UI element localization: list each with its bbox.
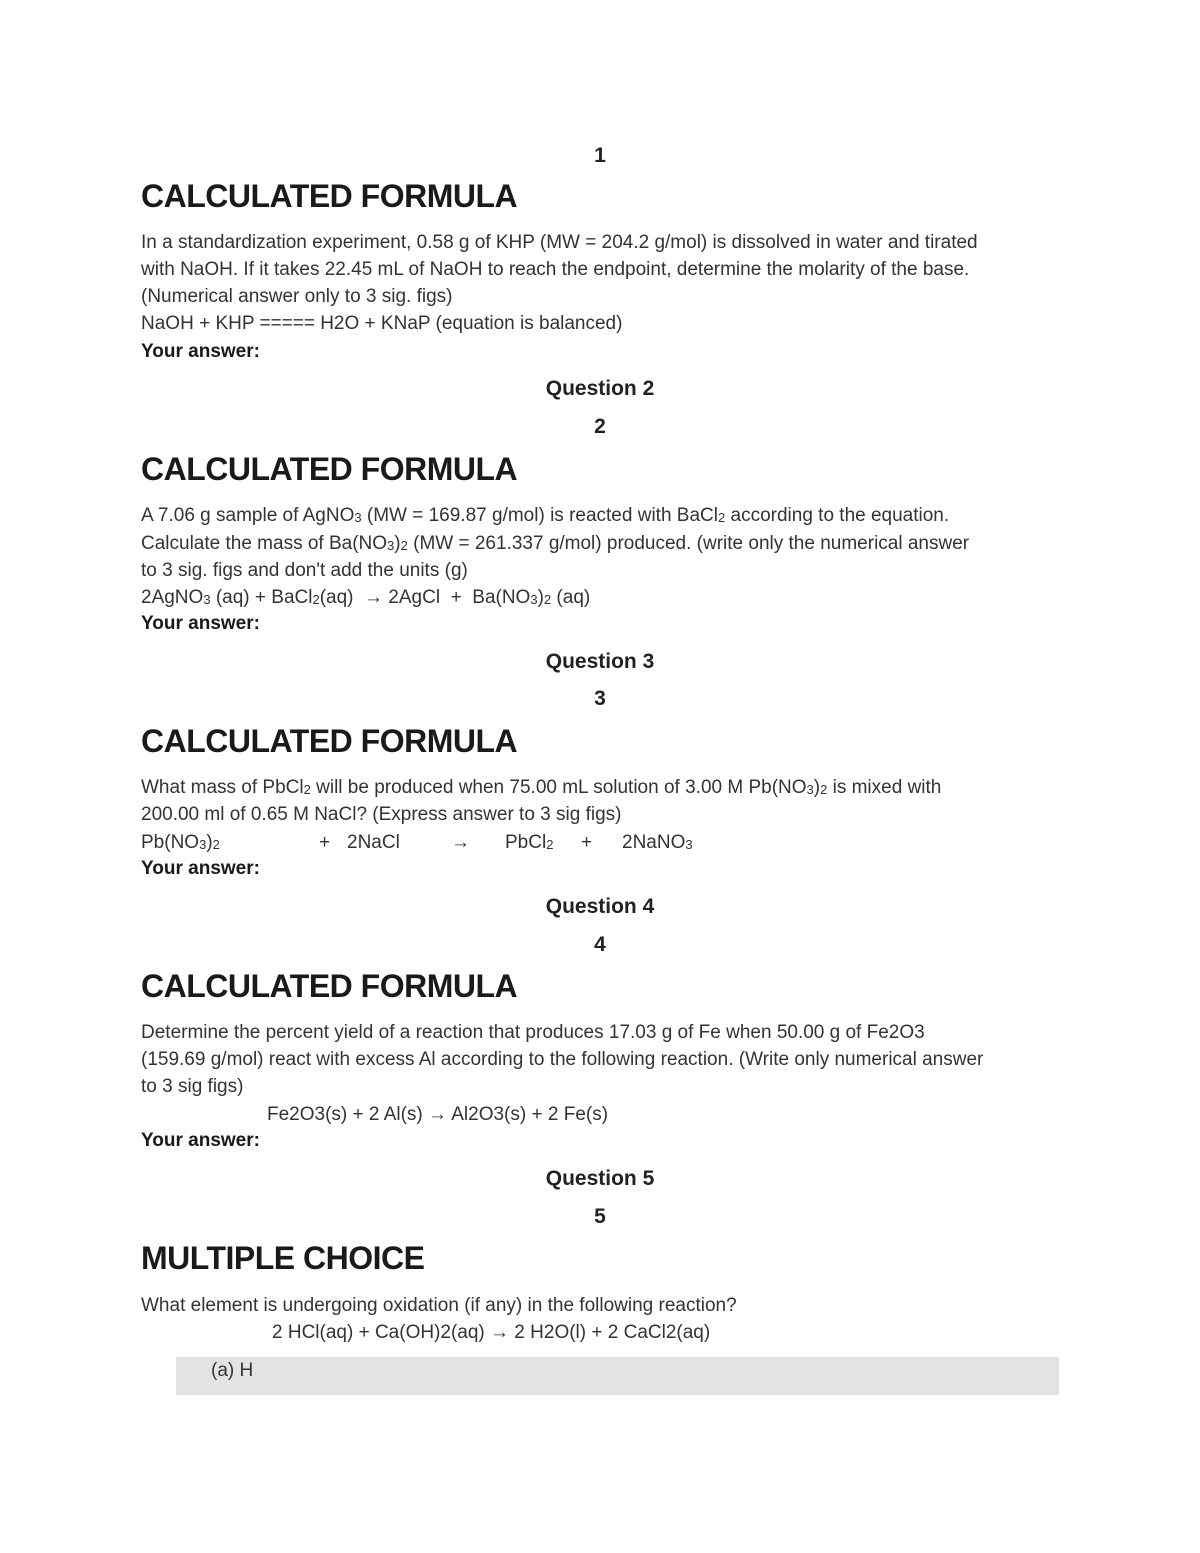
question-text-line: 200.00 ml of 0.65 M NaCl? (Express answer to 3 sig figs) [141, 804, 622, 825]
question-text-line: What element is undergoing oxidation (if any) in the following reaction? [141, 1295, 737, 1316]
question-text-line: to 3 sig figs) [141, 1076, 244, 1097]
question-text-line: A 7.06 g sample of AgNO$_3$ (MW = 169.87 g/mol) is reacted with BaCl$_2$ according to the equation. [141, 505, 950, 526]
equation-reactant: 2NaCl [347, 832, 400, 853]
equation-line: NaOH + KHP ===== H2O + KNaP (equation is balanced) [141, 313, 623, 334]
question-text-line: Calculate the mass of $Ba(NO_3)_2$ (MW = 261.337 g/mol) produced. (write only the numerical answer [141, 533, 970, 554]
answer-option-label: (a) H [211, 1360, 254, 1381]
answer-label: Your answer: [141, 613, 260, 634]
equation-product: PbCl$_2$ [505, 832, 554, 853]
question-text-line: to 3 sig. figs and don't add the units (g) [141, 560, 468, 581]
equation-plus: + [581, 832, 593, 853]
question-title: Question 4 [545, 895, 655, 918]
equation-reactant: $Pb(NO_3)_2$ [141, 832, 220, 853]
answer-option[interactable] [176, 1357, 1059, 1395]
answer-label: Your answer: [141, 858, 260, 879]
question-title: Question 5 [545, 1167, 655, 1190]
question-type: CALCULATED FORMULA [141, 968, 518, 1004]
question-type: CALCULATED FORMULA [141, 178, 518, 214]
question-type: CALCULATED FORMULA [141, 723, 518, 759]
question-text-line: (Numerical answer only to 3 sig. figs) [141, 286, 453, 307]
equation-arrow: → [451, 832, 470, 853]
equation-line: 2AgNO$_3$ (aq) + BaCl$_2$(aq) → 2AgCl + $Ba(NO_3)_2$ (aq) [141, 587, 591, 608]
question-type: MULTIPLE CHOICE [141, 1240, 425, 1276]
question-number: 3 [594, 687, 606, 710]
answer-label: Your answer: [141, 341, 260, 362]
question-number: 4 [594, 933, 606, 956]
equation-line: 2 HCl(aq) + Ca(OH)2(aq) → 2 H2O(l) + 2 CaCl2(aq) [272, 1322, 711, 1343]
question-title: Question 3 [545, 650, 655, 673]
question-type: CALCULATED FORMULA [141, 451, 518, 487]
question-number: 1 [594, 144, 606, 167]
equation-plus: + [319, 832, 331, 853]
answer-label: Your answer: [141, 1130, 260, 1151]
equation-product: 2NaNO$_3$ [622, 832, 693, 853]
question-number: 2 [594, 415, 606, 438]
equation-line: Fe2O3(s) + 2 Al(s) → Al2O3(s) + 2 Fe(s) [267, 1104, 609, 1125]
question-text-line: Determine the percent yield of a reaction that produces 17.03 g of Fe when 50.00 g of Fe2O3 [141, 1022, 925, 1043]
question-text-line: In a standardization experiment, 0.58 g of KHP (MW = 204.2 g/mol) is dissolved in water and tirated [141, 232, 978, 253]
question-text-line: (159.69 g/mol) react with excess Al according to the following reaction. (Write only numerical answer [141, 1049, 984, 1070]
question-title: Question 2 [545, 377, 655, 400]
question-text-line: What mass of PbCl$_2$ will be produced when 75.00 mL solution of 3.00 M $Pb(NO_3)_2$ is mixed with [141, 777, 942, 798]
question-number: 5 [594, 1205, 606, 1228]
question-text-line: with NaOH. If it takes 22.45 mL of NaOH to reach the endpoint, determine the molarity of the base. [141, 259, 970, 280]
